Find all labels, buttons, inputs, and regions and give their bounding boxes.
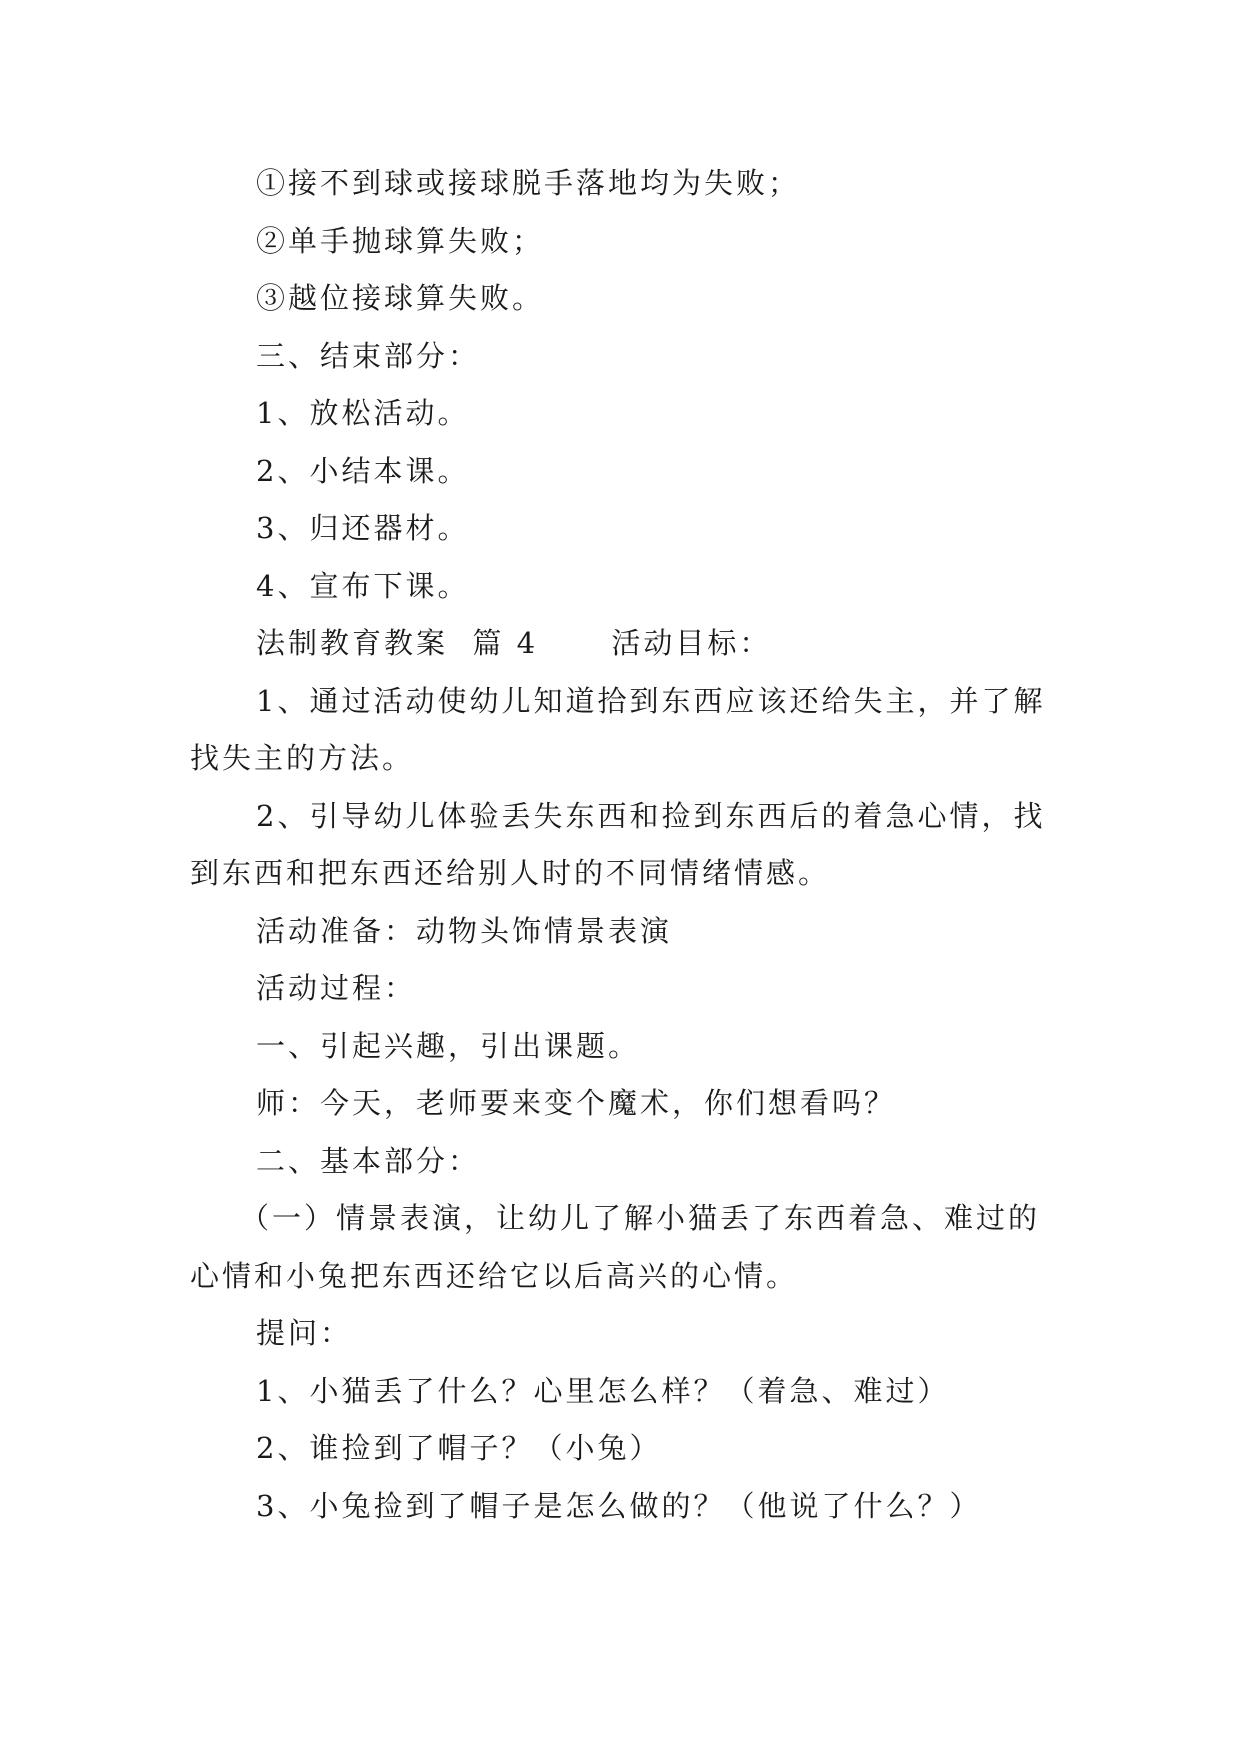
question-1: 1、小猫丢了什么？心里怎么样？（着急、难过） — [256, 1373, 950, 1408]
ending-item-1: 1、放松活动。 — [256, 396, 470, 430]
ending-item-2: 2、小结本课。 — [256, 453, 470, 488]
rule-item-2: ②单手抛球算失败； — [256, 223, 545, 258]
goal-item-2: 2、引导幼儿体验丢失东西和捡到东西后的着急心情，找到东西和把东西还给别人时的不同情绪情感。 — [190, 798, 1046, 890]
rule-item-1: ①接不到球或接球脱手落地均为失败； — [256, 166, 801, 200]
process-heading: 活动过程： — [256, 971, 417, 1005]
rule-item-3: ③越位接球算失败。 — [256, 281, 545, 315]
preparation: 活动准备：动物头饰情景表演 — [256, 913, 673, 948]
goal-item-1: 1、通过活动使幼儿知道拾到东西应该还给失主，并了解找失主的方法。 — [190, 683, 1046, 775]
teacher-line: 师：今天，老师要来变个魔术，你们想看吗？ — [256, 1086, 897, 1120]
ending-item-4: 4、宣布下课。 — [256, 568, 470, 603]
scene-performance: （一）情景表演，让幼儿了解小猫丢了东西着急、难过的心情和小兔把东西还给它以后高兴的心情。 — [190, 1201, 1041, 1293]
document-body — [190, 155, 1060, 1535]
question-2: 2、谁捡到了帽子？（小兔） — [256, 1431, 662, 1465]
questions-heading: 提问： — [256, 1316, 353, 1350]
section-heading-ending: 三、结束部分： — [256, 338, 481, 373]
lesson-title: 法制教育教案 篇 4 活动目标： — [256, 626, 772, 660]
ending-item-3: 3、归还器材。 — [256, 511, 470, 545]
section-heading-basic: 二、基本部分： — [256, 1143, 481, 1178]
question-3: 3、小兔捡到了帽子是怎么做的？（他说了什么？） — [256, 1488, 982, 1523]
process-step-1: 一、引起兴趣，引出课题。 — [256, 1028, 641, 1063]
